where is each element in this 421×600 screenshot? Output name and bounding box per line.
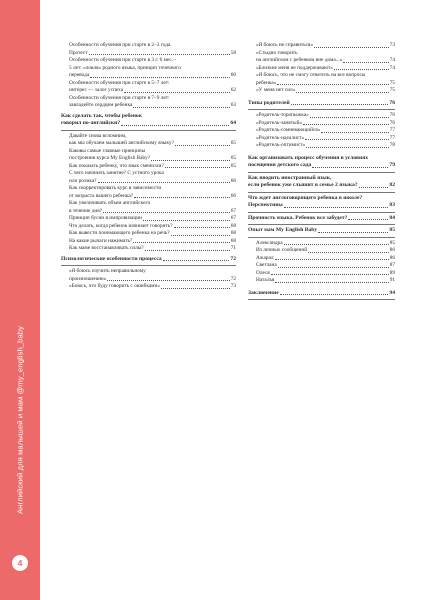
toc-entry-page: 76 bbox=[389, 112, 395, 118]
toc-section-line: Как организовать процесс обучения в условиях bbox=[248, 154, 369, 161]
toc-entry-page: 89 bbox=[389, 269, 395, 276]
toc-entry-line: Как скорректировать курс в зависимости bbox=[69, 185, 162, 191]
side-band bbox=[0, 0, 40, 600]
toc-entry-page: 65 bbox=[230, 140, 236, 146]
toc-entry-title: «Родитель-оптимист» bbox=[256, 142, 306, 148]
toc-entry[interactable] bbox=[248, 80, 395, 88]
toc-entry-page: 67 bbox=[230, 207, 236, 214]
toc-entry[interactable] bbox=[248, 135, 395, 143]
toc-entry-title: Олеся bbox=[256, 269, 270, 276]
toc-entry[interactable] bbox=[61, 163, 236, 171]
toc-entry-page: 85 bbox=[389, 239, 395, 246]
toc-section-page: 84 bbox=[389, 214, 395, 221]
toc-entry-page: 91 bbox=[389, 277, 395, 283]
toc-entry-title: завладейте сердцем ребенка bbox=[69, 102, 133, 108]
toc-entry[interactable] bbox=[248, 247, 395, 255]
toc-entry[interactable] bbox=[61, 215, 236, 223]
toc-section[interactable] bbox=[248, 162, 395, 170]
toc-section-title: Перспективы bbox=[248, 202, 283, 208]
toc-section-title: Заключение bbox=[248, 289, 279, 296]
toc-entry-title: Как показать ребенку, что язык сменился? bbox=[69, 162, 164, 169]
toc-section-page: 94 bbox=[389, 289, 395, 296]
toc-entry-title: на английском с ребенком вне дома...» bbox=[256, 57, 343, 63]
toc-entry-title: «У меня нет сил» bbox=[256, 87, 296, 93]
toc-divider bbox=[61, 265, 236, 266]
toc-entry-page: 87 bbox=[389, 262, 395, 268]
toc-entry-page: 71 bbox=[230, 245, 236, 251]
toc-section[interactable] bbox=[248, 182, 395, 190]
toc-section-page: 85 bbox=[389, 227, 395, 233]
toc-entry-page: 58 bbox=[230, 49, 236, 56]
toc-entry[interactable] bbox=[248, 57, 395, 65]
toc-entry[interactable] bbox=[248, 112, 395, 120]
toc-entry-page: 77 bbox=[389, 127, 395, 133]
toc-section[interactable] bbox=[248, 100, 395, 108]
toc-entry[interactable] bbox=[61, 178, 236, 186]
toc-entry-page: 86 bbox=[389, 247, 395, 253]
toc-entry-page: 75 bbox=[389, 79, 395, 86]
toc-entry-page: 86 bbox=[389, 254, 395, 261]
toc-entry-page: 68 bbox=[230, 222, 236, 229]
toc-entry-title: перевода bbox=[69, 72, 90, 78]
toc-divider bbox=[248, 192, 395, 193]
toc-section-page: 72 bbox=[230, 255, 236, 262]
toc-entry[interactable] bbox=[61, 102, 236, 110]
toc-entry-title: Ажарал bbox=[256, 254, 274, 261]
toc-section-page: 79 bbox=[389, 162, 395, 168]
toc-section-title: говорил по-английски? bbox=[61, 120, 121, 126]
toc-entry[interactable] bbox=[61, 72, 236, 80]
toc-entry[interactable] bbox=[61, 208, 236, 216]
toc-entry-page: 74 bbox=[389, 57, 395, 63]
toc-entry-title: Что делать, когда ребенок начинает говорить? bbox=[69, 222, 173, 229]
toc-entry-title: ребенка» bbox=[256, 79, 277, 86]
toc-divider bbox=[248, 212, 395, 213]
toc-entry[interactable] bbox=[61, 193, 236, 201]
toc-section-title: Типы родителей bbox=[248, 99, 290, 106]
toc-entry[interactable] bbox=[248, 270, 395, 278]
toc-entry-title: от возраста вашего ребенка? bbox=[69, 192, 134, 199]
toc-section-title: Психологические особенности процесса bbox=[61, 255, 162, 262]
toc-section-page: 82 bbox=[389, 182, 395, 188]
toc-entry-page: 60 bbox=[230, 72, 236, 78]
toc-entry-title: Как вывести понимающего ребенка на речь? bbox=[69, 230, 170, 236]
toc-entry[interactable] bbox=[61, 245, 236, 253]
toc-entry[interactable] bbox=[61, 238, 236, 246]
toc-entry-title: произношению» bbox=[69, 275, 107, 282]
toc-entry-page: 66 bbox=[230, 192, 236, 199]
toc-entry[interactable] bbox=[61, 140, 236, 148]
toc-section[interactable] bbox=[248, 227, 395, 235]
toc-entry-line: Как увеличивать объем английского bbox=[69, 200, 151, 206]
toc-entry-line: Особенности обучения при старте в 7–9 лет: bbox=[69, 94, 170, 101]
toc-entry-page: 73 bbox=[389, 42, 395, 48]
toc-entry[interactable] bbox=[248, 42, 395, 50]
toc-left-column bbox=[61, 42, 236, 291]
toc-entry[interactable] bbox=[61, 223, 236, 231]
toc-entry-page: 75 bbox=[389, 87, 395, 93]
toc-divider bbox=[248, 237, 395, 238]
toc-section[interactable] bbox=[248, 215, 395, 223]
toc-divider bbox=[248, 224, 395, 225]
toc-entry-page: 62 bbox=[230, 87, 236, 93]
toc-entry[interactable] bbox=[248, 240, 395, 248]
toc-entry-title: или ролика? bbox=[69, 177, 97, 184]
toc-entry-line: «Я боюсь, что не смогу ответить на все вопросы bbox=[256, 72, 366, 78]
toc-entry-title: Как маме восстанавливать силы? bbox=[69, 245, 144, 251]
toc-section-page: 76 bbox=[389, 99, 395, 106]
toc-section-title: Прочность языка. Ребенок все забудет? bbox=[248, 214, 348, 221]
page-number: 4 bbox=[12, 555, 28, 571]
toc-divider bbox=[248, 299, 395, 300]
toc-entry[interactable] bbox=[248, 127, 395, 135]
toc-entry-title: Принцип бусин в импровизации bbox=[69, 215, 142, 221]
toc-entry[interactable] bbox=[61, 230, 236, 238]
toc-entry[interactable] bbox=[248, 120, 395, 128]
toc-divider bbox=[248, 172, 395, 173]
toc-entry-page: 74 bbox=[389, 64, 395, 71]
side-caption: Английский для малышей и мам @my_english_baby bbox=[15, 325, 25, 515]
toc-section-line: Как вводить иностранный язык, bbox=[248, 174, 332, 181]
toc-entry[interactable] bbox=[248, 142, 395, 150]
toc-entry-line: Особенности обучения при старте в 2–3 года. bbox=[69, 42, 172, 48]
toc-entry-title: «Я боюсь не справиться» bbox=[256, 42, 314, 48]
toc-section-title: Опыт мам My English Baby bbox=[248, 227, 318, 233]
toc-entry-title: «Близкие меня не поддерживают» bbox=[256, 64, 333, 71]
toc-entry-line: Давайте снова вспомним, bbox=[69, 132, 127, 139]
toc-section[interactable] bbox=[61, 120, 236, 128]
toc-entry[interactable] bbox=[61, 50, 236, 58]
toc-entry[interactable] bbox=[248, 65, 395, 73]
toc-entry-title: На какие рычаги нажимать? bbox=[69, 237, 133, 244]
toc-entry-title: Протест bbox=[69, 49, 88, 56]
toc-section[interactable] bbox=[248, 290, 395, 298]
toc-entry-line: С чего начинать занятие? С устного урока bbox=[69, 170, 164, 176]
toc-entry-page: 78 bbox=[389, 142, 395, 148]
toc-section[interactable] bbox=[61, 256, 236, 264]
toc-entry-title: Александра bbox=[256, 239, 283, 246]
toc-entry-title: Светлана bbox=[256, 262, 277, 268]
toc-section-line: Что ждет англоговорящего ребенка в школе? bbox=[248, 194, 363, 201]
toc-entry-page: 68 bbox=[230, 230, 236, 236]
toc-entry-title: интерес — залог успеха bbox=[69, 87, 124, 93]
toc-entry-page: 77 bbox=[389, 134, 395, 141]
toc-entry-line: Особенности обучения при старте в 3 г. 6 мес.– bbox=[69, 57, 176, 63]
toc-entry-title: «Родитель-торопыжка» bbox=[256, 112, 309, 118]
toc-entry-line: Каковы самые главные принципы bbox=[69, 147, 146, 154]
toc-section-title: посещения детского сада bbox=[248, 162, 312, 168]
toc-entry-title: как мы обучаем малышей английскому языку? bbox=[69, 140, 174, 146]
toc-entry-page: 65 bbox=[230, 155, 236, 161]
toc-entry-title: «Боюсь, что буду говорить с ошибками» bbox=[69, 283, 161, 289]
toc-entry[interactable] bbox=[61, 276, 236, 284]
toc-entry-line: «Стыдно говорить bbox=[256, 49, 298, 56]
toc-entry[interactable] bbox=[61, 155, 236, 163]
toc-entry-line: «Я боюсь изучить неправильному bbox=[69, 268, 146, 274]
toc-entry[interactable] bbox=[61, 87, 236, 95]
toc-entry-page: 65 bbox=[230, 162, 236, 169]
toc-entry-title: Наталья bbox=[256, 277, 275, 283]
toc-entry[interactable] bbox=[248, 262, 395, 270]
toc-divider bbox=[61, 130, 236, 131]
toc-entry-title: «Родитель-занятый» bbox=[256, 119, 303, 126]
toc-entry-title: в течение дня? bbox=[69, 207, 103, 214]
toc-section-title: если ребенок уже слышит в семье 2 языка? bbox=[248, 182, 358, 188]
toc-divider bbox=[248, 109, 395, 110]
toc-entry[interactable] bbox=[248, 277, 395, 285]
toc-entry-title: «Родитель-сомневающийся» bbox=[256, 127, 321, 133]
toc-entry[interactable] bbox=[248, 87, 395, 95]
toc-entry[interactable] bbox=[248, 255, 395, 263]
toc-entry-title: построения курса My English Baby? bbox=[69, 155, 151, 161]
toc-entry-page: 63 bbox=[230, 102, 236, 108]
toc-entry-title: Из личных сообщений bbox=[256, 247, 308, 253]
toc-section-page: 83 bbox=[389, 202, 395, 208]
toc-entry-page: 66 bbox=[230, 177, 236, 184]
toc-entry-page: 72 bbox=[230, 275, 236, 282]
toc-entry-page: 73 bbox=[230, 283, 236, 289]
toc-section[interactable] bbox=[248, 202, 395, 210]
toc-entry[interactable] bbox=[61, 283, 236, 291]
toc-entry-page: 68 bbox=[230, 237, 236, 244]
toc-section-line: Как сделать так, чтобы ребенок bbox=[61, 112, 142, 119]
toc-entry-line: Особенности обучения при старте в 5–7 лет: bbox=[69, 79, 170, 86]
toc-entry-page: 67 bbox=[230, 215, 236, 221]
toc-section-page: 64 bbox=[230, 120, 236, 126]
toc-right-column bbox=[248, 42, 395, 302]
toc-entry-line: 5 лет: «ловля» родного языка, принцип точечного bbox=[69, 64, 181, 71]
toc-entry-page: 76 bbox=[389, 119, 395, 126]
toc-entry-title: «Родитель-идеалист» bbox=[256, 134, 305, 141]
